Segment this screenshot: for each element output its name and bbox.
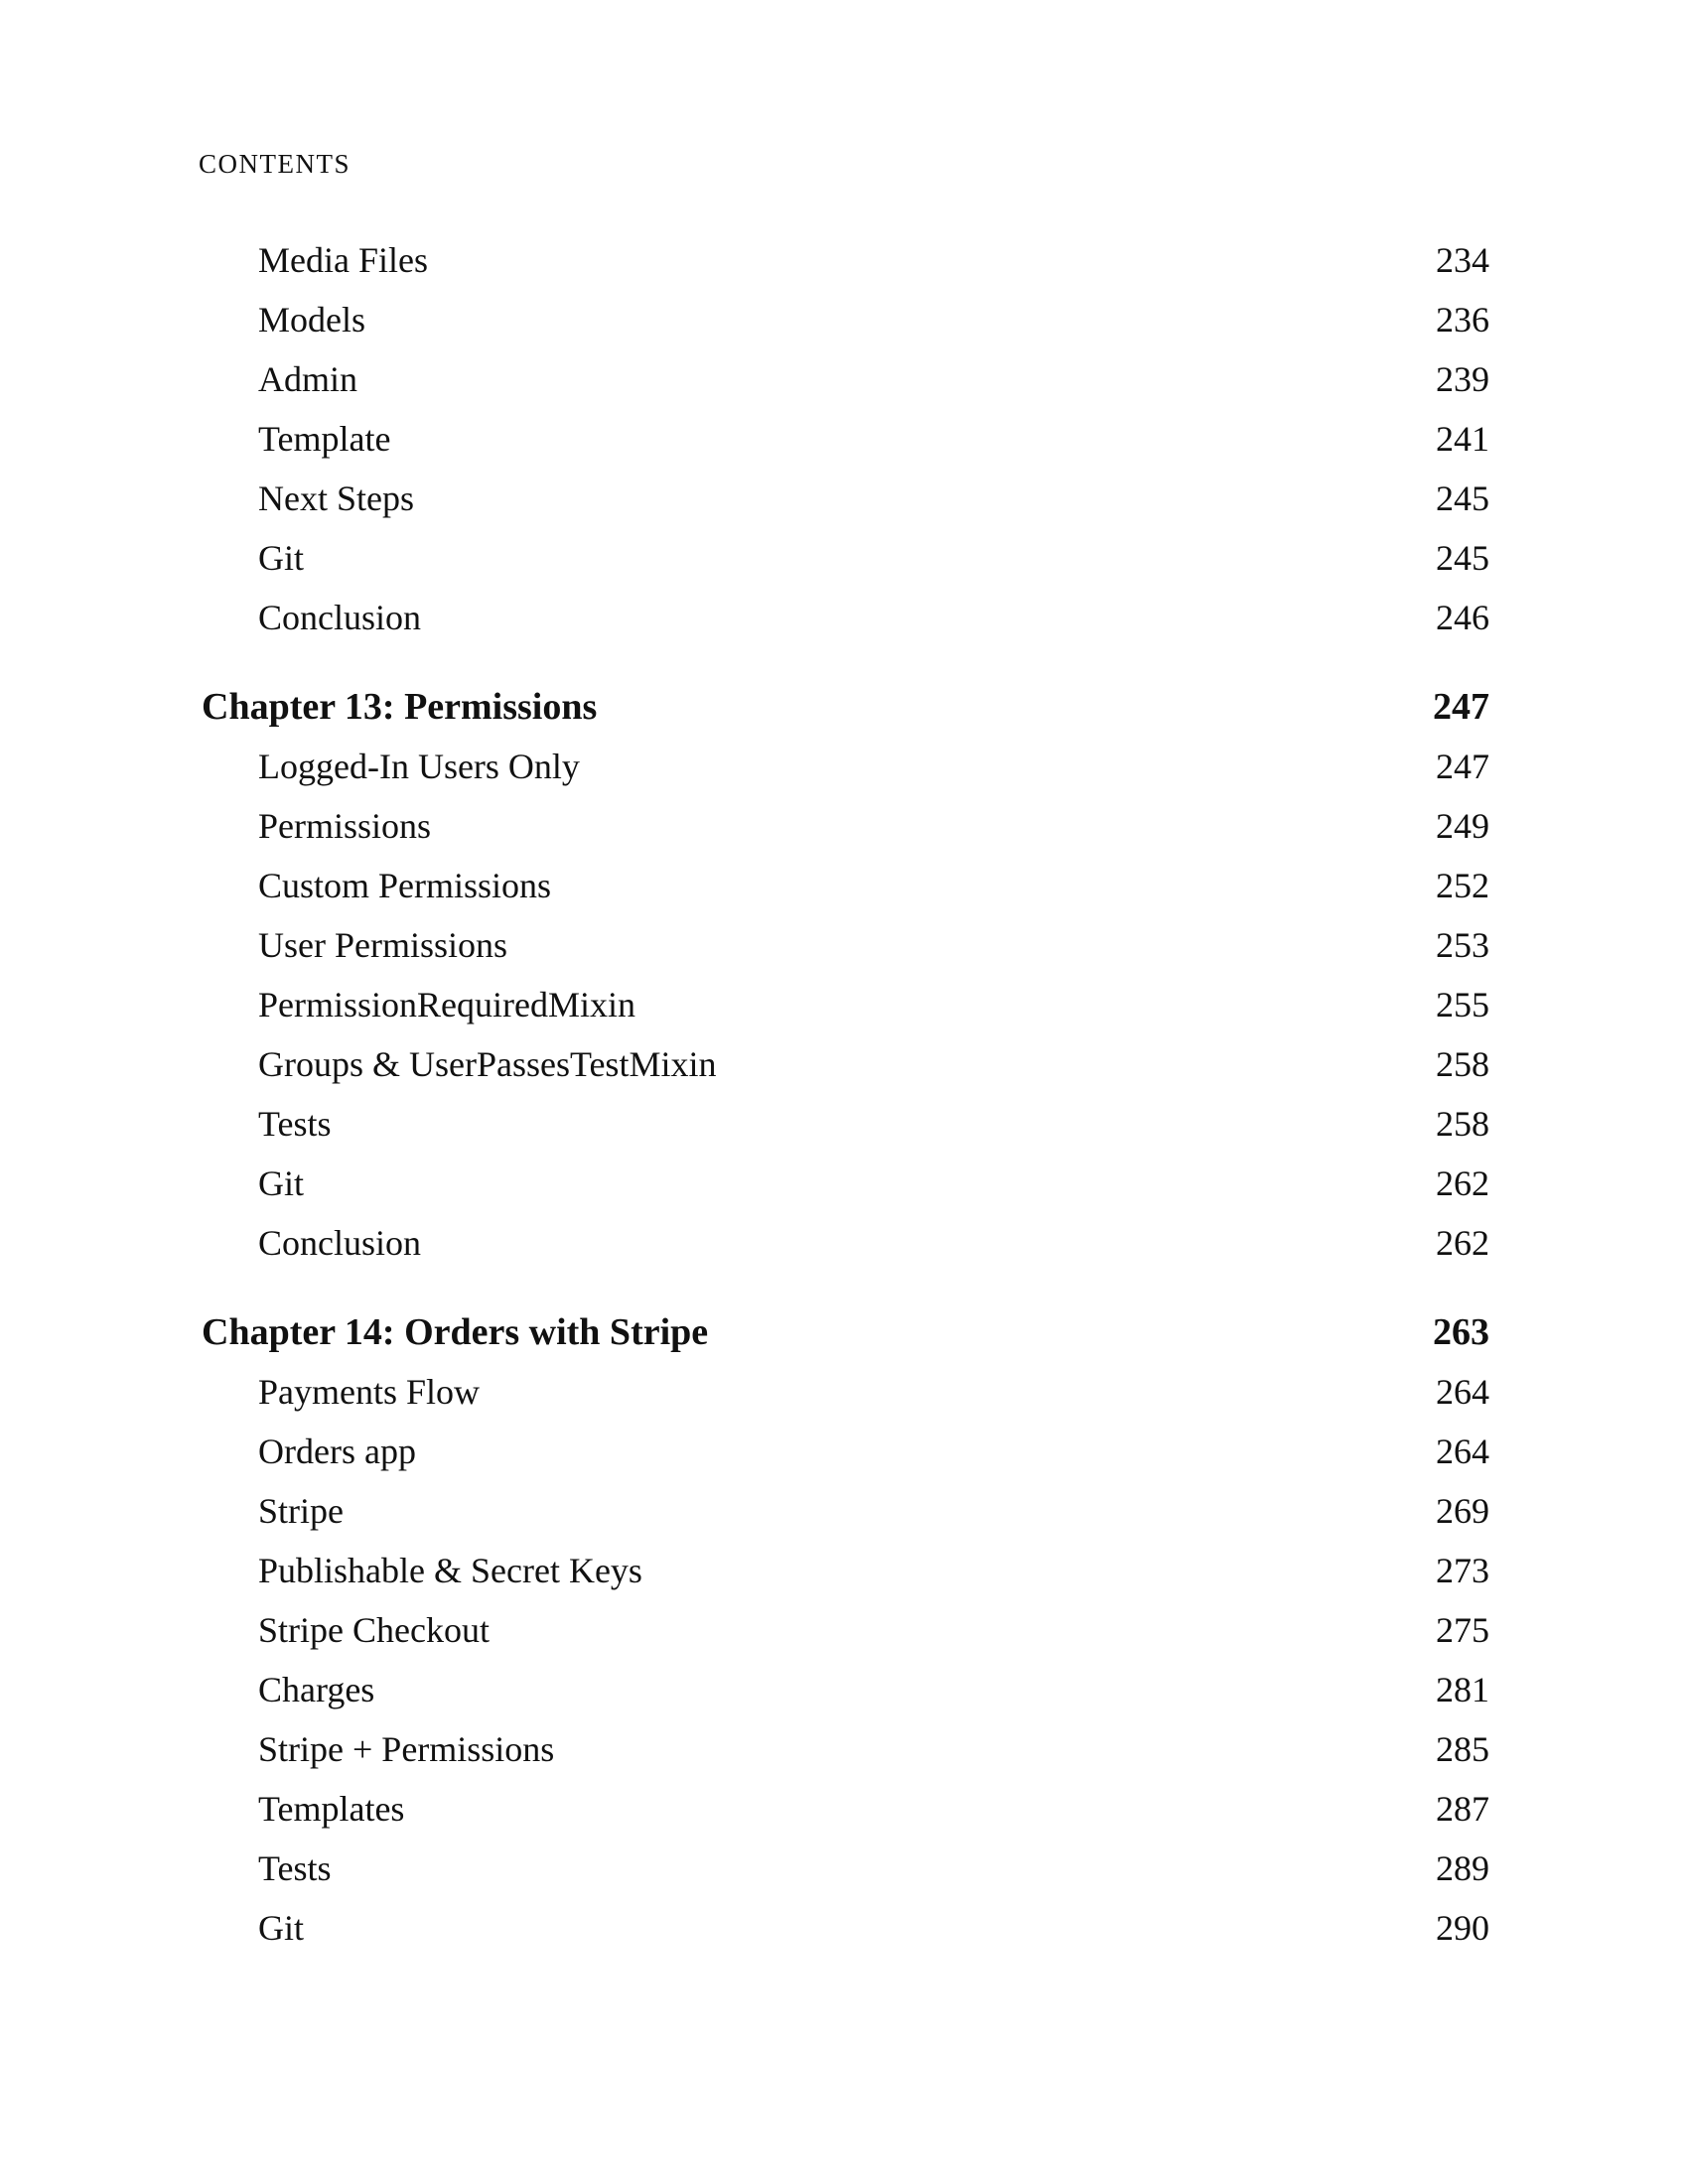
toc-page-number: 285	[1436, 1729, 1489, 1769]
toc-entry-label: PermissionRequiredMixin	[258, 985, 635, 1024]
toc-chapter-row	[202, 1302, 1489, 1362]
toc-entry-row	[202, 1898, 1489, 1958]
toc-entry-row	[202, 1779, 1489, 1839]
toc-page-number: 262	[1436, 1223, 1489, 1263]
toc-entry-row	[202, 1660, 1489, 1719]
toc-entry-row	[202, 1600, 1489, 1660]
toc-entry-label: Tests	[258, 1104, 332, 1144]
toc-entry-row	[202, 349, 1489, 409]
toc-entry-row	[202, 796, 1489, 856]
toc-page-number: 258	[1436, 1044, 1489, 1084]
toc-page-number: 253	[1436, 925, 1489, 965]
toc-page-number: 281	[1436, 1670, 1489, 1709]
toc-page-number: 252	[1436, 866, 1489, 905]
toc-entry-row	[202, 915, 1489, 975]
toc-chapter-row	[202, 677, 1489, 737]
running-header: CONTENTS	[199, 149, 351, 179]
toc-entry-label: Git	[258, 1908, 305, 1948]
toc-page-number: 234	[1436, 240, 1489, 280]
toc-entry-row	[202, 290, 1489, 349]
toc-entry-label: Git	[258, 1163, 305, 1203]
toc-entry-label: Conclusion	[258, 598, 422, 637]
toc-entry-label: Template	[258, 419, 391, 459]
toc-entry-label: Next Steps	[258, 478, 414, 518]
toc-page-number: 258	[1436, 1104, 1489, 1144]
toc-entry-label: Groups & UserPassesTestMixin	[258, 1044, 717, 1084]
toc-entry-label: Admin	[258, 359, 358, 399]
toc-entry-label: Tests	[258, 1848, 332, 1888]
table-of-contents	[202, 230, 1489, 1958]
toc-entry-row	[202, 469, 1489, 528]
toc-entry-row	[202, 1094, 1489, 1154]
toc-page-number: 262	[1436, 1163, 1489, 1203]
toc-entry-label: Conclusion	[258, 1223, 422, 1263]
toc-entry-label: Chapter 13: Permissions	[202, 686, 598, 728]
toc-entry-row	[202, 1362, 1489, 1422]
toc-entry-row	[202, 737, 1489, 796]
toc-entry-label: Git	[258, 538, 305, 578]
toc-entry-label: Permissions	[258, 806, 432, 846]
toc-entry-label: Models	[258, 300, 365, 340]
toc-entry-row	[202, 1481, 1489, 1541]
toc-entry-row	[202, 1422, 1489, 1481]
toc-page-number: 289	[1436, 1848, 1489, 1888]
toc-entry-label: User Permissions	[258, 925, 507, 965]
toc-entry-label: Media Files	[258, 240, 428, 280]
toc-entry-label: Custom Permissions	[258, 866, 552, 905]
toc-entry-label: Charges	[258, 1670, 375, 1709]
toc-page-number: 245	[1436, 478, 1489, 518]
toc-page-number: 264	[1436, 1372, 1489, 1412]
toc-entry-row	[202, 528, 1489, 588]
toc-page-number: 264	[1436, 1432, 1489, 1471]
toc-entry-label: Orders app	[258, 1432, 416, 1471]
toc-page-number: 241	[1436, 419, 1489, 459]
toc-entry-row	[202, 1541, 1489, 1600]
toc-entry-label: Templates	[258, 1789, 405, 1829]
toc-page-number: 247	[1436, 747, 1489, 786]
toc-page-number: 290	[1436, 1908, 1489, 1948]
toc-page-number: 273	[1436, 1551, 1489, 1590]
toc-entry-row	[202, 975, 1489, 1034]
toc-page-number: 247	[1433, 686, 1489, 728]
toc-entry-row	[202, 409, 1489, 469]
toc-page-number: 245	[1436, 538, 1489, 578]
toc-page-number: 236	[1436, 300, 1489, 340]
toc-entry-label: Logged-In Users Only	[258, 747, 580, 786]
toc-page-number: 269	[1436, 1491, 1489, 1531]
toc-entry-row	[202, 856, 1489, 915]
toc-entry-row	[202, 230, 1489, 290]
toc-entry-label: Stripe + Permissions	[258, 1729, 555, 1769]
toc-page-number: 246	[1436, 598, 1489, 637]
toc-page-number: 249	[1436, 806, 1489, 846]
toc-entry-label: Chapter 14: Orders with Stripe	[202, 1311, 709, 1353]
toc-entry-row	[202, 1034, 1489, 1094]
toc-entry-label: Stripe Checkout	[258, 1610, 490, 1650]
toc-entry-row	[202, 1154, 1489, 1213]
toc-entry-row	[202, 1719, 1489, 1779]
toc-entry-label: Stripe	[258, 1491, 344, 1531]
toc-page-number: 239	[1436, 359, 1489, 399]
toc-entry-row	[202, 588, 1489, 647]
toc-entry-label: Payments Flow	[258, 1372, 481, 1412]
toc-page-number: 263	[1433, 1311, 1489, 1353]
toc-page-number: 255	[1436, 985, 1489, 1024]
toc-entry-label: Publishable & Secret Keys	[258, 1551, 642, 1590]
toc-entry-row	[202, 1839, 1489, 1898]
toc-entry-row	[202, 1213, 1489, 1273]
toc-page-number: 275	[1436, 1610, 1489, 1650]
toc-page-number: 287	[1436, 1789, 1489, 1829]
